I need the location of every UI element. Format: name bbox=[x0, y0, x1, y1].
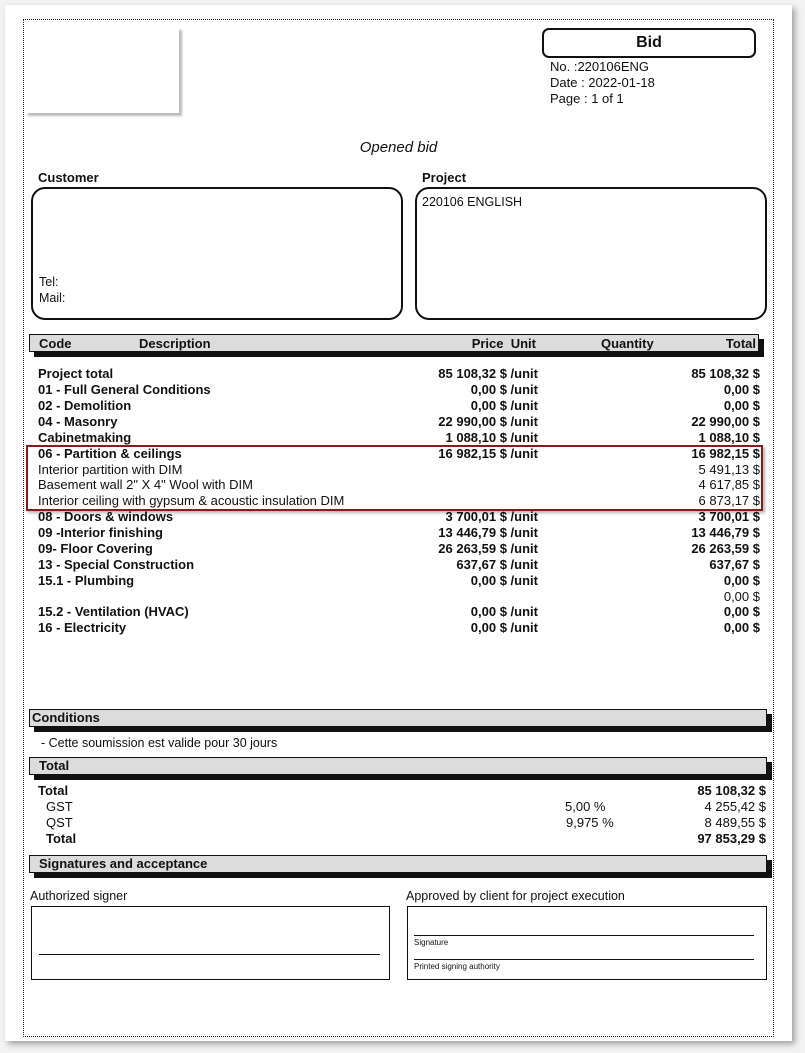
item-price: 1 088,10 $ /unit bbox=[445, 430, 538, 445]
table-header bbox=[29, 334, 759, 352]
table-row bbox=[38, 557, 760, 573]
table-row bbox=[38, 414, 760, 430]
totals-header bbox=[29, 757, 767, 775]
signatures-header bbox=[29, 855, 767, 873]
document-title: Bid bbox=[542, 28, 756, 58]
item-description: Basement wall 2" X 4" Wool with DIM bbox=[38, 477, 253, 492]
signature-line bbox=[414, 935, 754, 936]
col-price-unit: Price Unit bbox=[471, 336, 536, 351]
item-price: 0,00 $ /unit bbox=[470, 382, 538, 397]
table-row bbox=[38, 589, 760, 605]
client-approval-box[interactable] bbox=[407, 906, 767, 980]
item-price: 13 446,79 $ /unit bbox=[438, 525, 538, 540]
item-total: 16 982,15 $ bbox=[691, 446, 760, 461]
item-total: 3 700,01 $ bbox=[698, 509, 760, 524]
item-description: 15.2 - Ventilation (HVAC) bbox=[38, 604, 189, 619]
highlighted-section bbox=[26, 445, 763, 511]
item-total: 0,00 $ bbox=[723, 589, 760, 604]
customer-label: Customer bbox=[38, 170, 99, 185]
signature-caption: Signature bbox=[414, 938, 449, 947]
item-description: 08 - Doors & windows bbox=[38, 509, 174, 524]
totals-label: Total bbox=[39, 758, 70, 773]
item-price: 22 990,00 $ /unit bbox=[438, 414, 538, 429]
item-description: Interior ceiling with gypsum & acoustic insulation DIM bbox=[38, 493, 345, 508]
conditions-label: Conditions bbox=[32, 710, 100, 725]
item-total: 5 491,13 $ bbox=[698, 462, 760, 477]
item-total: 4 617,85 $ bbox=[698, 477, 760, 492]
item-total: 13 446,79 $ bbox=[691, 525, 760, 540]
table-row bbox=[38, 382, 760, 398]
item-description: 02 - Demolition bbox=[38, 398, 132, 413]
totals-amount: 8 489,55 $ bbox=[704, 815, 766, 830]
authorized-signer-label: Authorized signer bbox=[30, 889, 128, 903]
table-row bbox=[38, 604, 760, 620]
totals-row bbox=[38, 815, 766, 831]
tax-rate: 5,00 % bbox=[565, 799, 606, 814]
col-total: Total bbox=[725, 336, 756, 351]
item-price: 0,00 $ /unit bbox=[470, 604, 538, 619]
col-code: Code bbox=[39, 336, 72, 351]
item-total: 0,00 $ bbox=[723, 604, 760, 619]
table-row bbox=[38, 398, 760, 414]
tax-rate: 9,975 % bbox=[566, 815, 614, 830]
item-description: Interior partition with DIM bbox=[38, 462, 183, 477]
item-description: 09- Floor Covering bbox=[38, 541, 153, 556]
item-description: 15.1 - Plumbing bbox=[38, 573, 135, 588]
col-description: Description bbox=[139, 336, 211, 351]
totals-amount: 4 255,42 $ bbox=[704, 799, 766, 814]
bid-date: Date : 2022-01-18 bbox=[550, 75, 655, 90]
totals-row-label: Total bbox=[38, 783, 69, 798]
item-price: 0,00 $ /unit bbox=[470, 398, 538, 413]
totals-amount: 85 108,32 $ bbox=[697, 783, 766, 798]
item-description: 16 - Electricity bbox=[38, 620, 127, 635]
item-total: 0,00 $ bbox=[723, 382, 760, 397]
signatures-label: Signatures and acceptance bbox=[39, 856, 208, 871]
item-total: 0,00 $ bbox=[723, 573, 760, 588]
item-price: 26 263,59 $ /unit bbox=[438, 541, 538, 556]
customer-tel: Tel: bbox=[39, 275, 59, 289]
client-approval-label: Approved by client for project execution bbox=[406, 889, 625, 903]
totals-amount: 97 853,29 $ bbox=[697, 831, 766, 846]
item-description: 06 - Partition & ceilings bbox=[38, 446, 182, 461]
item-price: 637,67 $ /unit bbox=[456, 557, 538, 572]
totals-row bbox=[38, 799, 766, 815]
item-total: 1 088,10 $ bbox=[698, 430, 760, 445]
document-page bbox=[5, 5, 792, 1041]
authorized-signer-box[interactable] bbox=[31, 906, 390, 980]
conditions-header bbox=[29, 709, 767, 727]
item-total: 6 873,17 $ bbox=[698, 493, 760, 508]
table-row bbox=[38, 541, 760, 557]
totals-row-label: QST bbox=[46, 815, 73, 830]
project-box bbox=[415, 187, 767, 320]
signature-line bbox=[39, 954, 380, 955]
item-total: 26 263,59 $ bbox=[691, 541, 760, 556]
totals-row-label: GST bbox=[46, 799, 73, 814]
logo-placeholder bbox=[25, 27, 179, 113]
item-price: 3 700,01 $ /unit bbox=[445, 509, 538, 524]
item-description: 04 - Masonry bbox=[38, 414, 118, 429]
printed-name-line bbox=[414, 959, 754, 960]
project-label: Project bbox=[422, 170, 467, 185]
item-description: Project total bbox=[38, 366, 114, 381]
totals-row bbox=[38, 831, 766, 847]
customer-mail: Mail: bbox=[39, 291, 66, 305]
item-price: 16 982,15 $ /unit bbox=[438, 446, 538, 461]
item-description: 13 - Special Construction bbox=[38, 557, 195, 572]
table-row bbox=[38, 525, 760, 541]
totals-row bbox=[38, 783, 766, 799]
item-description: 09 -Interior finishing bbox=[38, 525, 163, 540]
totals-row-label: Total bbox=[46, 831, 77, 846]
conditions-text: - Cette soumission est valide pour 30 jours bbox=[41, 736, 278, 750]
item-price: 0,00 $ /unit bbox=[470, 573, 538, 588]
table-row bbox=[38, 430, 760, 446]
item-total: 637,67 $ bbox=[709, 557, 760, 572]
customer-box bbox=[31, 187, 403, 320]
table-row bbox=[38, 509, 760, 525]
project-name: 220106 ENGLISH bbox=[422, 195, 523, 209]
item-total: 85 108,32 $ bbox=[691, 366, 760, 381]
table-row bbox=[38, 366, 760, 382]
table-row bbox=[38, 573, 760, 589]
printed-name-caption: Printed signing authority bbox=[414, 962, 500, 971]
item-price: 0,00 $ /unit bbox=[470, 620, 538, 635]
item-total: 22 990,00 $ bbox=[691, 414, 760, 429]
page-number: Page : 1 of 1 bbox=[550, 91, 624, 106]
table-row bbox=[38, 620, 760, 636]
bid-number: No. :220106ENG bbox=[550, 59, 650, 74]
item-description: Cabinetmaking bbox=[38, 430, 132, 445]
col-quantity: Quantity bbox=[601, 336, 654, 351]
item-total: 0,00 $ bbox=[723, 398, 760, 413]
item-description: 01 - Full General Conditions bbox=[38, 382, 211, 397]
item-total: 0,00 $ bbox=[723, 620, 760, 635]
bid-status: Opened bid bbox=[359, 139, 438, 156]
item-price: 85 108,32 $ /unit bbox=[438, 366, 538, 381]
